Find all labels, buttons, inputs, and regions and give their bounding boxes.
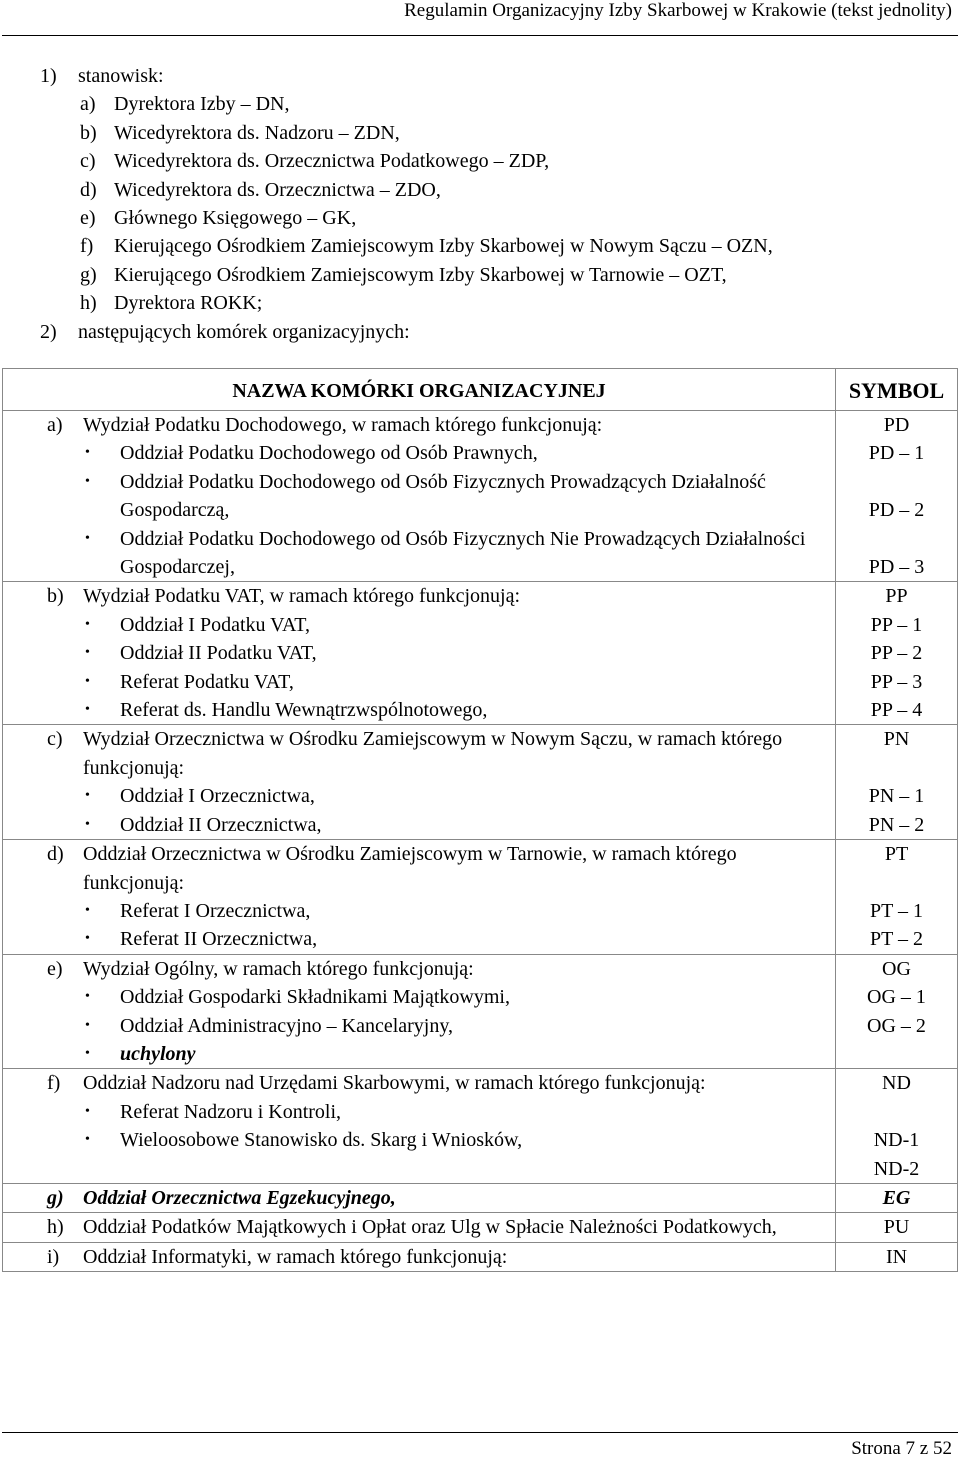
subunit-name: Oddział I Podatku VAT, <box>120 613 310 636</box>
bullet-icon: • <box>85 702 90 718</box>
subunit-name: Oddział II Podatku VAT, <box>120 642 317 665</box>
table-row <box>3 1242 958 1271</box>
bullet-icon: • <box>85 931 90 947</box>
symbol: OG – 2 <box>867 1014 926 1037</box>
bullet-icon: • <box>85 816 90 832</box>
table-row <box>3 411 958 582</box>
list-marker: d) <box>80 178 97 201</box>
unit-name-cell <box>3 582 836 725</box>
bullet-icon: • <box>85 1103 90 1119</box>
table-row <box>3 1213 958 1242</box>
subunit-name: Oddział I Orzecznictwa, <box>120 785 315 808</box>
symbol: PN – 2 <box>868 813 925 836</box>
list-item <box>0 90 960 118</box>
symbol: EG <box>882 1186 911 1209</box>
symbol: PP – 2 <box>870 642 923 665</box>
item-marker: c) <box>47 728 63 751</box>
list-marker: c) <box>80 150 96 173</box>
symbol: PN <box>883 728 910 751</box>
subunit-name: Oddział Administracyjno – Kancelaryjny, <box>120 1014 454 1037</box>
list-marker: 1) <box>40 65 57 87</box>
list-item <box>0 119 960 147</box>
unit-name-cell <box>3 1069 836 1184</box>
bullet-icon: • <box>85 473 90 489</box>
symbol-cell <box>836 954 958 1069</box>
page-number: Strona 7 z 52 <box>851 1438 952 1459</box>
list-item <box>0 147 960 175</box>
table-row <box>3 954 958 1069</box>
bullet-icon: • <box>85 1017 90 1033</box>
symbol: PT – 2 <box>870 928 923 951</box>
list-text: Kierującego Ośrodkiem Zamiejscowym Izby Skarbowej w Tarnowie – OZT, <box>114 263 727 286</box>
item-marker: i) <box>47 1245 60 1268</box>
symbol: PT – 1 <box>870 899 923 922</box>
symbol-cell <box>836 1183 958 1212</box>
symbol: PP – 3 <box>870 670 923 693</box>
item-marker: a) <box>47 414 63 436</box>
list-marker: g) <box>80 263 97 286</box>
list-text: Kierującego Ośrodkiem Zamiejscowym Izby Skarbowej w Nowym Sączu – OZN, <box>114 235 773 258</box>
bullet-icon: • <box>85 788 90 804</box>
table-row <box>3 840 958 955</box>
symbol: ND <box>882 1072 911 1095</box>
subunit-name: Oddział Podatku Dochodowego od Osób Fizycznych Nie Prowadzących Działalności Gospodarczej, <box>120 527 806 579</box>
list-marker: a) <box>80 93 96 116</box>
bullet-icon: • <box>85 902 90 918</box>
header-rule <box>2 35 958 36</box>
table-row <box>3 1069 958 1184</box>
list-item <box>0 232 960 260</box>
table-header-row <box>3 369 958 411</box>
list-text: Wicedyrektora ds. Nadzoru – ZDN, <box>114 121 400 144</box>
unit-name-cell <box>3 1242 836 1271</box>
list-item <box>0 289 960 317</box>
table-row <box>3 725 958 840</box>
symbol: PT <box>884 843 909 866</box>
list-item <box>0 204 960 232</box>
symbol: PP <box>885 585 908 608</box>
symbol-cell <box>836 1242 958 1271</box>
item-marker: h) <box>47 1216 64 1239</box>
subunit-name: Oddział Podatku Dochodowego od Osób Fizycznych Prowadzących Działalność Gospodarczą, <box>120 470 766 522</box>
unit-name-cell <box>3 1213 836 1242</box>
unit-name: Oddział Podatków Majątkowych i Opłat oraz Ulg w Spłacie Należności Podatkowych, <box>83 1216 777 1239</box>
unit-name: Oddział Orzecznictwa Egzekucyjnego, <box>83 1186 396 1209</box>
bullet-icon: • <box>85 530 90 546</box>
running-header: Regulamin Organizacyjny Izby Skarbowej w Krakowie (tekst jednolity) <box>404 0 952 21</box>
list-item <box>0 318 960 346</box>
list-text: następujących komórek organizacyjnych: <box>78 320 410 343</box>
list-text: stanowisk: <box>78 65 164 87</box>
subunit-name: Referat ds. Handlu Wewnątrzwspólnotowego, <box>120 699 488 722</box>
list-text: Wicedyrektora ds. Orzecznictwa Podatkowego – ZDP, <box>114 150 550 173</box>
subunit-name: Oddział Gospodarki Składnikami Majątkowymi, <box>120 986 510 1009</box>
list-text: Głównego Księgowego – GK, <box>114 206 357 229</box>
list-marker: b) <box>80 121 97 144</box>
subunit-name: Wieloosobowe Stanowisko ds. Skarg i Wniosków, <box>120 1129 523 1152</box>
list-item <box>0 261 960 289</box>
item-marker: g) <box>47 1186 64 1209</box>
unit-name-cell <box>3 840 836 955</box>
unit-name-cell <box>3 1183 836 1212</box>
list-marker: e) <box>80 206 96 229</box>
bullet-icon: • <box>85 989 90 1005</box>
units-table <box>2 368 958 1272</box>
symbol-cell <box>836 582 958 725</box>
symbol: ND-2 <box>873 1157 920 1180</box>
unit-name: Wydział Podatku Dochodowego, w ramach którego funkcjonują: <box>83 414 603 436</box>
unit-name-cell <box>3 725 836 840</box>
footer-rule <box>2 1432 958 1433</box>
subunit-name: Referat I Orzecznictwa, <box>120 899 311 922</box>
symbol: PP – 4 <box>870 699 923 722</box>
list-marker: 2) <box>40 320 57 343</box>
list-marker: f) <box>80 235 94 258</box>
column-header-symbol: SYMBOL <box>836 369 958 411</box>
symbol: PP – 1 <box>870 613 923 636</box>
symbol: PD – 3 <box>868 556 925 578</box>
item-marker: e) <box>47 957 63 980</box>
unit-name-cell <box>3 411 836 582</box>
symbol: ND-1 <box>873 1129 920 1152</box>
symbol: PD <box>883 414 910 436</box>
bullet-icon: • <box>85 1045 90 1061</box>
item-marker: d) <box>47 843 64 866</box>
unit-name: Wydział Podatku VAT, w ramach którego funkcjonują: <box>83 585 521 608</box>
symbol-cell <box>836 1213 958 1242</box>
bullet-icon: • <box>85 616 90 632</box>
subunit-name: Referat Nadzoru i Kontroli, <box>120 1100 342 1123</box>
subunit-name: Referat Podatku VAT, <box>120 670 294 693</box>
item-marker: b) <box>47 585 64 608</box>
list-item <box>0 176 960 204</box>
unit-name: Oddział Orzecznictwa w Ośrodku Zamiejscowym w Tarnowie, w ramach którego funkcjonują: <box>83 843 737 894</box>
column-header-name: NAZWA KOMÓRKI ORGANIZACYJNEJ <box>3 369 836 411</box>
subunit-name: Referat II Orzecznictwa, <box>120 928 318 951</box>
symbol-cell <box>836 411 958 582</box>
positions-list <box>0 62 960 346</box>
subunit-name-repealed: uchylony <box>120 1042 196 1065</box>
bullet-icon: • <box>85 673 90 689</box>
unit-name: Oddział Informatyki, w ramach którego funkcjonują: <box>83 1245 508 1268</box>
unit-name: Oddział Nadzoru nad Urzędami Skarbowymi, w ramach którego funkcjonują: <box>83 1072 706 1095</box>
table-row <box>3 582 958 725</box>
bullet-icon: • <box>85 445 90 461</box>
symbol: PN – 1 <box>868 785 925 808</box>
table-row <box>3 1183 958 1212</box>
list-text: Dyrektora ROKK; <box>114 292 263 315</box>
item-marker: f) <box>47 1072 61 1095</box>
unit-name: Wydział Orzecznictwa w Ośrodku Zamiejscowym w Nowym Sączu, w ramach którego funkcjonują: <box>83 728 783 779</box>
subunit-name: Oddział Podatku Dochodowego od Osób Prawnych, <box>120 442 538 465</box>
symbol-cell <box>836 840 958 955</box>
unit-name-cell <box>3 954 836 1069</box>
symbol-cell <box>836 725 958 840</box>
list-text: Dyrektora Izby – DN, <box>114 93 290 116</box>
unit-name: Wydział Ogólny, w ramach którego funkcjonują: <box>83 957 474 980</box>
symbol: OG – 1 <box>867 986 926 1009</box>
symbol: IN <box>885 1245 908 1268</box>
symbol: PD – 1 <box>868 442 925 465</box>
symbol: PD – 2 <box>868 499 925 522</box>
symbol: PU <box>883 1216 910 1239</box>
bullet-icon: • <box>85 645 90 661</box>
bullet-icon: • <box>85 1132 90 1148</box>
list-item <box>0 62 960 90</box>
symbol: OG <box>882 957 911 980</box>
list-text: Wicedyrektora ds. Orzecznictwa – ZDO, <box>114 178 441 201</box>
symbol-cell <box>836 1069 958 1184</box>
list-marker: h) <box>80 292 97 315</box>
subunit-name: Oddział II Orzecznictwa, <box>120 813 322 836</box>
